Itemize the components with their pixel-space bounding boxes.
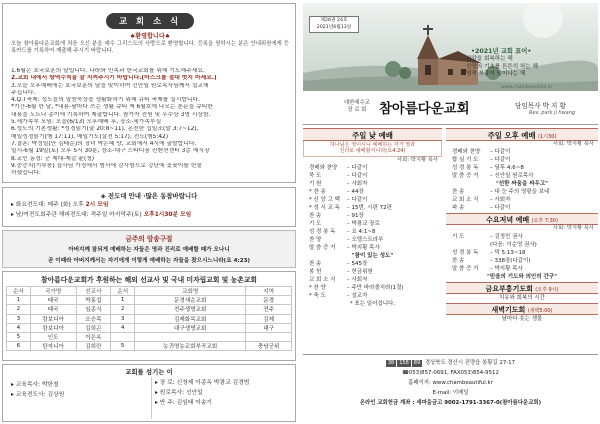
table-cell: 인도 <box>30 332 76 341</box>
table-cell: 박홍섭 <box>76 296 111 305</box>
order-label <box>452 241 490 249</box>
servers-section <box>2 364 296 422</box>
servers-divider <box>151 377 152 419</box>
welcome-text: 오늘 참아름다운교회에 처음 오신 분을 예수 그리스도의 사랑으로 환영합니다. 등록을 원하시는 분은 안내위원에게 등록카드를 기록하여 제출해 주시기 바랍니다. <box>11 41 289 55</box>
order-value: – 박광교 장로 <box>347 221 380 228</box>
order-row <box>303 204 442 212</box>
table-cell: 1 <box>7 296 31 305</box>
order-label: 말 씀 증 거 <box>452 173 479 180</box>
church-news-section <box>2 3 296 183</box>
order-label: 말 씀 증 거 <box>309 245 336 252</box>
servers-left-line: ▸ 교육전도사: 김상원 <box>11 392 65 398</box>
missions-header-cell: 국가명 <box>30 287 76 296</box>
order-label: 찬 송 <box>452 189 465 196</box>
postal-chip: 89 <box>413 360 421 366</box>
welcome-block <box>11 33 289 56</box>
news-item: 5.세가족부 모임: 오늘(6/13) 오후예배 후, 장소-세가족부실 <box>11 119 162 126</box>
order-label: 기 원 <box>309 181 322 188</box>
church-footer <box>303 354 598 421</box>
church-email: E-mail: 이메일 <box>432 390 469 396</box>
table-cell: 김제화목교회 <box>135 314 246 323</box>
table-cell <box>246 332 292 341</box>
servers-right-line: ▸ 원로목사: 신안일 <box>155 390 203 396</box>
news-item: 매일성경읽기(행 17:11), 매일기도(살전 5:17), 전도(행5:42) <box>11 133 168 140</box>
order-value: – 91장 <box>347 213 364 220</box>
memory-verse-title: 금주의 암송구절 <box>125 235 173 243</box>
news-item: 주십니다. <box>11 89 36 96</box>
dawn-prayer-line: 날마다 솟는 샘물 <box>501 315 543 322</box>
postal-chip: 158 <box>399 360 409 366</box>
evangelism-team-section <box>2 187 296 227</box>
order-value: – 다같이 <box>490 205 511 212</box>
table-cell: 오승목 <box>76 314 111 323</box>
order-value: – 다같이 <box>347 173 368 180</box>
table-cell: 2 <box>7 305 31 314</box>
order-label: 찬 송 <box>309 261 322 268</box>
order-value: – 주만 바라볼지라(1절) <box>347 285 404 292</box>
motto-line: 신앙을 회복하는 해 <box>466 56 513 62</box>
order-value: – 박지황 목사 <box>490 265 523 272</box>
wednesday-sermon-title: "믿음의 기도와 의인의 간구" <box>487 273 557 280</box>
table-cell: 캄보디아 <box>30 314 76 323</box>
table-cell: 대구 <box>246 323 292 332</box>
issue-date: 2021년6월13일 <box>316 25 352 31</box>
missions-table-header <box>7 287 292 296</box>
order-value: – 338장(다같이) <box>490 257 531 264</box>
order-row <box>303 236 442 244</box>
order-label: 묵 도 <box>309 173 322 180</box>
table-cell: 김희란 <box>76 342 111 351</box>
servers-title: 교회를 섬기는 이 <box>125 368 173 376</box>
table-cell: 5 <box>111 342 135 351</box>
order-row <box>303 228 442 236</box>
news-item: 2.교회 내에서 방역수칙을 잘 지켜주시기 바랍니다.(마스크를 절대 벗지 마세요.) <box>11 75 217 82</box>
table-cell: 대구생명교회 <box>135 323 246 332</box>
order-row <box>303 220 442 228</box>
table-row <box>7 332 292 341</box>
motto-lines <box>466 56 582 79</box>
address-text: 경상북도 경산시 진량읍 봉황길 27-17 <box>424 360 516 366</box>
order-value: – 설교자 <box>347 293 368 300</box>
order-value: – 다같이 <box>490 149 511 156</box>
order-value: – 오렐스트라부 <box>347 237 384 244</box>
order-row <box>303 196 442 204</box>
order-value: – 사회자 <box>347 277 368 284</box>
order-label: 성 경 봉 독 <box>452 165 479 172</box>
order-value: – 신안일 원로목사 <box>490 173 534 180</box>
memory-verse-section <box>2 230 296 268</box>
order-row <box>446 196 598 204</box>
right-panel <box>303 3 598 421</box>
morning-footnote: * 표는 일어섭니다. <box>349 301 396 308</box>
memory-verse-line-1: 아버지께 참되게 예배하는 자들은 영과 진리로 예배할 때가 오나니 <box>68 247 230 253</box>
order-label: * 성 시 교 독 <box>309 205 340 212</box>
table-cell <box>135 332 246 341</box>
order-label: 경배와 찬양 <box>309 165 338 172</box>
order-row <box>303 244 442 252</box>
order-row <box>303 268 442 276</box>
order-label: 교 회 소 식 <box>309 277 336 284</box>
church-homepage[interactable]: 홈페이지: www.chambeautiful.kr <box>408 380 493 386</box>
table-cell: 전주 <box>246 305 292 314</box>
church-address <box>303 360 598 367</box>
order-row <box>303 260 442 268</box>
order-row <box>446 257 598 265</box>
wednesday-service-title: 수요저녁 예배 (오후 7:30) <box>446 213 598 225</box>
church-header <box>303 93 598 125</box>
motto-title: •2021년 교회 표어• <box>471 48 532 55</box>
motto-line: 영적 부흥이 일어나는 해 <box>466 71 526 78</box>
table-cell: 태국 <box>30 305 76 314</box>
senior-pastor: 담임목사 박 지 황 <box>515 102 566 110</box>
missions-header-cell: 교회명 <box>135 287 246 296</box>
order-label: 성 경 봉 독 <box>309 229 336 236</box>
order-row <box>446 172 598 180</box>
servers-right-line: ▸ 장 로: 신청제 이종옥 박광교 김경범 <box>155 380 250 386</box>
order-row <box>303 292 442 300</box>
table-cell: 4 <box>7 323 31 332</box>
friday-prayer-line: 치유와 회복의 시간 <box>498 294 545 301</box>
afternoon-service-title: 주일 오후 예배 (1시30) <box>446 128 598 141</box>
order-value: – 다같이 <box>347 197 368 204</box>
order-label: 찬 송 <box>452 257 465 264</box>
table-cell: 김제 <box>246 314 292 323</box>
senior-pastor-english: Rev. park ji hwang <box>529 110 576 116</box>
memory-verse-line-2: 곧 이때라 아버지께서는 자기에게 이렇게 예배하는 자들을 찾으시느니라(요 4:23) <box>47 258 251 264</box>
welcome-heading: ♠환영합니다♠ <box>129 33 171 40</box>
other-services <box>446 128 598 352</box>
order-value: – 44장 <box>347 189 364 196</box>
afternoon-leader: 사회: 박지황 목사 <box>553 141 594 147</box>
table-cell: 탄자니아 <box>30 342 76 351</box>
table-cell: 3 <box>111 314 135 323</box>
evangelism-line-1: ▸ 화요전도대: 매주 (화) 오후 2시 모임 <box>11 202 109 208</box>
table-cell: 캄보디아 <box>30 323 76 332</box>
motto-line: 신앙의 기초를 튼튼히 하는 해 <box>466 63 538 70</box>
wednesday-leader: 사회: 박지황 목사 <box>553 225 594 232</box>
table-cell: 충남군위 <box>246 342 292 351</box>
evangelism-title: ◈ 전도대 안내 ·많은 동참바랍니다 <box>100 192 198 200</box>
morning-sermon-title: "참이 있는 성도" <box>351 253 394 260</box>
order-value: – 요 4:1~8 <box>347 229 376 236</box>
order-label: 성 경 봉 독 <box>452 249 479 256</box>
news-list <box>11 68 293 177</box>
afternoon-order-list-2 <box>446 188 598 212</box>
order-value: – 545장 <box>347 261 368 268</box>
news-item: 3.오늘 오후예배에는 호국보훈의 달을 맞이하여 신안일 원로목사님께서 설교해 <box>11 82 209 89</box>
order-label: 말 씀 증 거 <box>452 265 479 272</box>
missions-header-cell: 지역 <box>246 287 292 296</box>
order-label: 교 회 소 식 <box>452 197 479 204</box>
news-item: 4.Q.T축제: 성도들의 말씀묵상을 생활화하기 위해 큐티 축제를 실시합니다. <box>11 97 200 104</box>
postal-chip: 38 <box>387 360 395 366</box>
denomination-line: 대한예수교 <box>343 100 371 106</box>
order-label: * 찬 송 <box>309 189 326 196</box>
dawn-prayer-title: 새벽기도회 (새벽5:00) <box>446 303 598 315</box>
table-cell: 임종식 <box>76 305 111 314</box>
table-row <box>7 342 292 351</box>
order-row <box>446 204 598 212</box>
missions-header-cell: 순서 <box>7 287 31 296</box>
order-row <box>303 188 442 196</box>
order-row <box>446 148 598 156</box>
table-cell: 전주생명교회 <box>135 305 246 314</box>
table-cell: 4 <box>111 323 135 332</box>
denomination-line: 장 로 회 <box>347 107 367 113</box>
table-cell: 1 <box>111 296 135 305</box>
order-label: * 찬 양 <box>309 285 326 292</box>
order-value: – 박지황 목사 <box>347 245 380 252</box>
order-label: 찬 양 <box>309 237 322 244</box>
sunday-morning-title: 주일 낮 예배 <box>303 128 442 141</box>
table-cell: 5 <box>7 332 31 341</box>
order-label: * 축 도 <box>309 293 326 300</box>
table-cell: 문경 <box>246 296 292 305</box>
order-row <box>446 249 598 257</box>
table-cell: 문경새순교회 <box>135 296 246 305</box>
order-row <box>303 276 442 284</box>
table-cell: 3 <box>7 314 31 323</box>
afternoon-sermon-title: "선한 싸움을 싸우고" <box>495 181 549 188</box>
order-value: (다음: 이순영 권사) <box>490 241 537 248</box>
order-row <box>446 188 598 196</box>
order-row <box>446 156 598 164</box>
servers-right-line: ▸ 반 주: 김임태 이송기 <box>155 400 213 406</box>
table-cell: 6 <box>7 342 31 351</box>
order-value: – 딤후 4:6~8 <box>490 165 524 172</box>
order-value: – 다같이 <box>490 157 511 164</box>
order-row <box>303 284 442 292</box>
scripture-line: 하나님은 영이시니 예배하는 자가 영과 <box>329 142 416 148</box>
order-value: – 사회자 <box>347 181 368 188</box>
order-row <box>446 164 598 172</box>
missions-header-cell: 순서 <box>111 287 135 296</box>
missions-table <box>6 286 292 351</box>
table-row <box>7 305 292 314</box>
order-row <box>303 180 442 188</box>
news-item: 9.중증치(기부풍) 집사님 가정에서 범사에 감사함으로 강단에 꽃꽂이를 헌물 <box>11 162 202 169</box>
denomination <box>336 100 378 114</box>
church-news-title: 교 회 소 식 <box>106 13 194 29</box>
morning-order-list-2 <box>303 260 442 300</box>
friday-prayer-title: 금요부흥기도회 (오후 9시) <box>446 282 598 294</box>
cover-banner <box>303 3 598 91</box>
table-cell: 농귀영농교회부곡교회 <box>135 342 246 351</box>
order-row <box>446 265 598 273</box>
order-label: 합 심 기 도 <box>452 157 479 164</box>
order-value: – 사회자 <box>490 197 511 204</box>
order-label: 기 도 <box>452 233 465 240</box>
order-value: – 김정민 권사 <box>490 233 523 240</box>
left-panel <box>2 3 296 421</box>
order-row <box>303 212 442 220</box>
table-row <box>7 314 292 323</box>
missions-header-cell: 선교사 <box>76 287 111 296</box>
sunday-morning-scripture <box>303 141 442 157</box>
banner-website[interactable]: www.chambeautiful.kr <box>501 85 553 90</box>
order-label: * 신 앙 고 백 <box>309 197 340 204</box>
order-row <box>446 233 598 241</box>
order-label: 찬 송 <box>309 213 322 220</box>
wednesday-order-list <box>446 233 598 273</box>
church-bank-account: 온라인 교회헌금 계좌 : 새마을금고 9002-1791-3367-0(참아름다운교회) <box>359 400 542 406</box>
issue-number: 제26권 24호 <box>320 18 348 23</box>
sunday-morning-service <box>303 128 442 352</box>
news-item: 8.교인 동정: 군 제대-제갈 윤(청) <box>11 155 95 162</box>
servers-left-line: ▸ 교육목사: 박한철 <box>11 382 59 388</box>
news-item: 1.6월은 호국보훈의 달입니다. 나라와 민족과 한국교회를 위해 기도해주세요. <box>11 68 205 74</box>
news-item: *기간-6월 한 달, *내용-날마다 쓰는 생활 큐티 책 6월호에 나오는 본문을 큐티한 <box>11 104 213 111</box>
evangelism-line-2: ▸ 남/여전도회주관 해피전도대: 격주일 마지막주(토) 오후1시30분 모임 <box>11 212 192 218</box>
morning-leader: 사회: 박지황 목사 <box>397 156 438 163</box>
order-row <box>446 241 598 249</box>
order-label: 기 도 <box>309 221 322 228</box>
news-item: 일시-6월 19일(토) 오후 5시 30분, 장소-대구 스타디움 컨벤션센터 3층 예식장 <box>11 148 210 155</box>
news-item: 내용을 노트나 종이에 기록하여 제출합니다. 참가자 전원 및 우수상 3명 시상함. <box>11 111 211 118</box>
order-row <box>303 164 442 172</box>
missions-title: 참아름다운교회가 후원하는 해외 선교사 및 국내 미자립교회 및 농촌교회 <box>41 276 257 284</box>
table-row <box>7 323 292 332</box>
news-item: 6.성도의 기본생활: *성경읽기(출 20:8~11), 온전한 십일조(말 3:7~12), <box>11 126 199 133</box>
order-value: – 내 눈 주의 영광을 보네 <box>490 189 550 196</box>
morning-order-list <box>303 164 442 252</box>
order-value: – 헌금위원 <box>347 269 373 276</box>
order-label: 파 송 <box>452 205 465 212</box>
table-cell: 김희곤 <box>76 323 111 332</box>
table-cell: 2 <box>111 305 135 314</box>
table-row <box>7 296 292 305</box>
church-phone: ☎053)857-0691, FAX053)854-9512 <box>402 370 499 376</box>
church-name: 참아름다운교회 <box>379 102 470 117</box>
news-item: 하셨습니다. <box>11 170 41 177</box>
order-value: – 다같이 <box>347 165 368 172</box>
afternoon-order-list <box>446 148 598 180</box>
scripture-line: 진리로 예배할지니라(요4:24) <box>339 148 406 155</box>
order-value: – 막 5:13~18 <box>490 249 526 256</box>
news-item: 7.결혼: 박정일(안 김태순)의 장녀 박은혜 양, 교회에서 4시에 출발합니다. <box>11 140 197 147</box>
order-label: 경배와 찬양 <box>452 149 481 156</box>
order-label: 봉 헌 <box>309 269 322 276</box>
table-cell: 태국 <box>30 296 76 305</box>
missions-section <box>2 271 296 361</box>
order-row <box>303 172 442 180</box>
order-value: – 15번. 시편 72편 <box>347 205 392 212</box>
table-cell <box>111 332 135 341</box>
issue-info <box>309 16 359 33</box>
table-cell: 이은옥 <box>76 332 111 341</box>
